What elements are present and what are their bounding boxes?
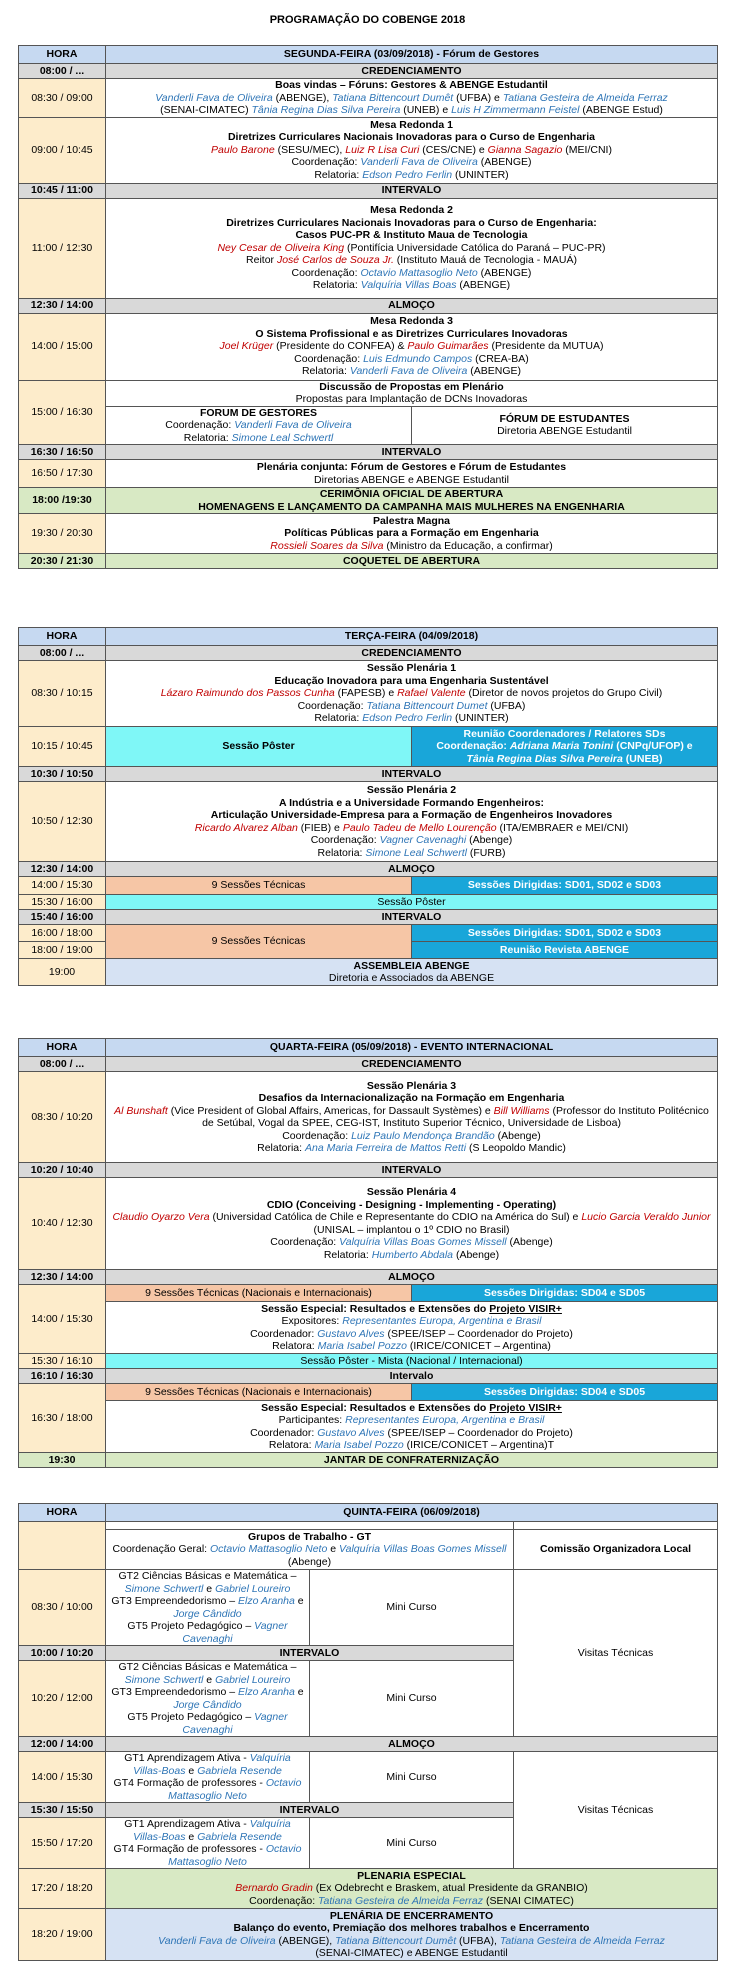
sessoes-tecnicas: 9 Sessões Técnicas (Nacionais e Internacionais) bbox=[106, 1285, 412, 1302]
time-cell: 16:50 / 17:30 bbox=[19, 460, 106, 488]
sessoes-tecnicas: 9 Sessões Técnicas bbox=[106, 877, 412, 895]
gt-block: GT1 Aprendizagem Ativa - Valquíria Villas-Boas e Gabriela Resende GT4 Formação de professores - Octavio Mattasoglio Neto bbox=[106, 1818, 310, 1869]
wednesday-table bbox=[18, 1038, 718, 1468]
monday-header-row bbox=[19, 46, 718, 64]
speaker: Tânia Regina Dias Silva Pereira bbox=[251, 104, 401, 116]
palestra-magna: Palestra Magna Políticas Públicas para a Formação em Engenharia Rossieli Soares da Silva (Ministro da Educação, a confirmar) bbox=[106, 514, 718, 554]
plenaria-encerramento: PLENÁRIA DE ENCERRAMENTO Balanço do evento, Premiação dos melhores trabalhos e Encerramento Vanderli Fava de Oliveira (ABENGE), Tatiana Bittencourt Dumêt (UFBA), Tatiana Gesteira de Almeida Ferraz (SENAI-CIMATEC) e ABENGE Estudantil bbox=[106, 1909, 718, 1961]
forum-estudantes: FÓRUM DE ESTUDANTES Diretoria ABENGE Estudantil bbox=[412, 406, 718, 445]
sessao-especial: Sessão Especial: Resultados e Extensões do Projeto VISIR+ Participantes: Representantes Europa, Argentina e Brasil Coordenador: Gustavo Alves (SPEE/ISEP – Coordenador do Projeto) Relatora: Maria Isabel Pozzo (IRICE/CONICET – Argentina)T bbox=[106, 1401, 718, 1453]
speaker: Vanderli Fava de Oliveira bbox=[155, 91, 273, 104]
sessao-poster-mista: Sessão Pôster - Mista (Nacional / Internacional) bbox=[106, 1354, 718, 1369]
time-cell: 11:00 / 12:30 bbox=[19, 198, 106, 298]
coquetel: COQUETEL DE ABERTURA bbox=[106, 554, 718, 569]
reuniao-coordenadores: Reunião Coordenadores / Relatores SDs Coordenação: Adriana Maria Tonini (CNPq/UFOP) e Tânia Regina Dias Silva Pereira (UNEB) bbox=[412, 727, 718, 767]
forum-gestores: FORUM DE GESTORES Coordenação: Vanderli Fava de Oliveira Relatoria: Simone Leal Schwertl bbox=[106, 406, 412, 445]
time-cell: 12:30 / 14:00 bbox=[19, 1270, 106, 1285]
mini-curso: Mini Curso bbox=[310, 1661, 514, 1737]
assembleia: ASSEMBLEIA ABENGE Diretoria e Associados da ABENGE bbox=[106, 959, 718, 986]
grupos-trabalho: Grupos de Trabalho - GT Coordenação Geral: Octavio Mattasoglio Neto e Valquíria Villas Boas Gomes Missell (Abenge) bbox=[106, 1530, 514, 1570]
speaker: Luis H Zimmermann Feistel bbox=[451, 104, 580, 116]
sessoes-dirigidas: Sessões Dirigidas: SD01, SD02 e SD03 bbox=[412, 877, 718, 895]
time-cell: 19:30 bbox=[19, 1453, 106, 1468]
time-cell: 20:30 / 21:30 bbox=[19, 554, 106, 569]
visitas-tecnicas: Visitas Técnicas bbox=[514, 1570, 718, 1737]
time-cell: 12:30 / 14:00 bbox=[19, 862, 106, 877]
speaker: Gianna Sagazio bbox=[487, 143, 563, 156]
intervalo: INTERVALO bbox=[106, 445, 718, 460]
time-cell: 08:30 / 09:00 bbox=[19, 79, 106, 118]
time-cell: 15:30 / 16:10 bbox=[19, 1354, 106, 1369]
time-cell: 17:20 / 18:20 bbox=[19, 1869, 106, 1909]
tuesday-table bbox=[18, 627, 718, 986]
discussion-title: Discussão de Propostas em Plenário Propostas para Implantação de DCNs Inovadoras bbox=[106, 380, 718, 406]
jantar: JANTAR DE CONFRATERNIZAÇÃO bbox=[106, 1453, 718, 1468]
time-cell: 16:30 / 16:50 bbox=[19, 445, 106, 460]
time-cell: 15:30 / 16:00 bbox=[19, 895, 106, 910]
sessao-plenaria-3: Sessão Plenária 3 Desafios da Internacionalização na Formação em Engenharia Al Bunshaft (Vice President of Global Affairs, Americas, for Dassault Systèmes) e Bill Williams (Professor do Instituto Politécnico de Setúbal, Vogal da SPEE, CEG-IST, Instituto Superior Técnico, Universidade de Lisboa) Coordenação: Luiz Paulo Mendonça Brandão (Abenge) Relatoria: Ana Maria Ferreira de Mattos Retti (S Leopoldo Mandic) bbox=[106, 1072, 718, 1163]
time-cell: 14:00 / 15:00 bbox=[19, 313, 106, 380]
sessao-poster: Sessão Pôster bbox=[106, 895, 718, 910]
hora-label: HORA bbox=[19, 46, 106, 64]
time-cell: 12:00 / 14:00 bbox=[19, 1737, 106, 1752]
thursday-table bbox=[18, 1503, 718, 1961]
time-cell: 08:30 / 10:20 bbox=[19, 1072, 106, 1163]
sessao-plenaria-4: Sessão Plenária 4 CDIO (Conceiving - Designing - Implementing - Operating) Claudio Oyarzo Vera (Universidad Católica de Chile e Representante do CDIO na América do Sul) e Lucio Garcia Veraldo Junior (UNISAL – implantou o 1º CDIO no Brasil) Coordenação: Valquíria Villas Boas Gomes Missell (Abenge) Relatoria: Humberto Abdala (Abenge) bbox=[106, 1178, 718, 1270]
mesa-redonda-1: Mesa Redonda 1 Diretrizes Curriculares Nacionais Inovadoras para o Curso de Engenharia Paulo Barone (SESU/MEC), Luiz R Lisa Curi (CES/CNE) e Gianna Sagazio (MEI/CNI) Coordenação: Vanderli Fava de Oliveira (ABENGE) Relatoria: Edson Pedro Ferlin (UNINTER) bbox=[106, 117, 718, 183]
day-header: QUINTA-FEIRA (06/09/2018) bbox=[106, 1504, 718, 1522]
time-cell: 15:00 / 16:30 bbox=[19, 380, 106, 445]
almoco: ALMOÇO bbox=[106, 1270, 718, 1285]
time-cell: 08:00 / ... bbox=[19, 646, 106, 661]
time-cell: 10:50 / 12:30 bbox=[19, 782, 106, 862]
sessoes-tecnicas: 9 Sessões Técnicas (Nacionais e Internacionais) bbox=[106, 1384, 412, 1401]
sessao-plenaria-1: Sessão Plenária 1 Educação Inovadora para uma Engenharia Sustentável Lázaro Raimundo dos Passos Cunha (FAPESB) e Rafael Valente (Diretor de novos projetos do Grupo Civil) Coordenação: Tatiana Bittencourt Dumet (UFBA) Relatoria: Edson Pedro Ferlin (UNINTER) bbox=[106, 661, 718, 727]
almoco: ALMOÇO bbox=[106, 298, 718, 313]
sessao-plenaria-2: Sessão Plenária 2 A Indústria e a Universidade Formando Engenheiros: Articulação Universidade-Empresa para a Formação de Engenheiros Inovadores Ricardo Alvarez Alban (FIEB) e Paulo Tadeu de Mello Lourenção (ITA/EMBRAER e MEI/CNI) Coordenação: Vagner Cavenaghi (Abenge) Relatoria: Simone Leal Schwertl (FURB) bbox=[106, 782, 718, 862]
time-cell: 10:00 / 10:20 bbox=[19, 1646, 106, 1661]
time-cell: 18:00 /19:30 bbox=[19, 488, 106, 514]
credenciamento: CREDENCIAMENTO bbox=[106, 1057, 718, 1072]
time-cell: 10:45 / 11:00 bbox=[19, 183, 106, 198]
gt-block: GT2 Ciências Básicas e Matemática – Simone Schwertl e Gabriel Loureiro GT3 Empreendedorismo – Elzo Aranha e Jorge Cândido GT5 Projeto Pedagógico – Vagner Cavenaghi bbox=[106, 1570, 310, 1646]
time-cell: 16:00 / 18:00 bbox=[19, 925, 106, 942]
credenciamento: CREDENCIAMENTO bbox=[106, 64, 718, 79]
sessoes-dirigidas: Sessões Dirigidas: SD04 e SD05 bbox=[412, 1384, 718, 1401]
comissao-organizadora: Comissão Organizadora Local bbox=[514, 1530, 718, 1570]
time-cell: 19:00 bbox=[19, 959, 106, 986]
almoco: ALMOÇO bbox=[106, 862, 718, 877]
intervalo: INTERVALO bbox=[106, 1803, 514, 1818]
time-cell: 14:00 / 15:30 bbox=[19, 877, 106, 895]
time-cell: 08:30 / 10:15 bbox=[19, 661, 106, 727]
time-cell: 14:00 / 15:30 bbox=[19, 1752, 106, 1803]
time-cell: 10:30 / 10:50 bbox=[19, 767, 106, 782]
welcome-title: Boas vindas – Fóruns: Gestores & ABENGE Estudantil bbox=[275, 79, 548, 91]
time-cell: 19:30 / 20:30 bbox=[19, 514, 106, 554]
mini-curso: Mini Curso bbox=[310, 1818, 514, 1869]
time-cell: 08:00 / ... bbox=[19, 64, 106, 79]
time-cell: 18:20 / 19:00 bbox=[19, 1909, 106, 1961]
time-cell: 15:40 / 16:00 bbox=[19, 910, 106, 925]
page-title: PROGRAMAÇÃO DO COBENGE 2018 bbox=[269, 14, 466, 26]
time-cell: 16:30 / 18:00 bbox=[19, 1384, 106, 1453]
intervalo: INTERVALO bbox=[106, 767, 718, 782]
plenaria-especial: PLENARIA ESPECIAL Bernardo Gradin (Ex Odebrecht e Braskem, atual Presidente da GRANBIO) Coordenação: Tatiana Gesteira de Almeida Ferraz (SENAI CIMATEC) bbox=[106, 1869, 718, 1909]
intervalo: INTERVALO bbox=[106, 910, 718, 925]
sessoes-dirigidas: Sessões Dirigidas: SD01, SD02 e SD03 bbox=[412, 925, 718, 942]
mini-curso: Mini Curso bbox=[310, 1752, 514, 1803]
day-header: QUARTA-FEIRA (05/09/2018) - EVENTO INTERNACIONAL bbox=[106, 1039, 718, 1057]
time-cell: 10:20 / 10:40 bbox=[19, 1163, 106, 1178]
cerimonia-abertura: CERIMÔNIA OFICIAL DE ABERTURA HOMENAGENS E LANÇAMENTO DA CAMPANHA MAIS MULHERES NA ENGENHARIA bbox=[106, 488, 718, 514]
sessao-poster: Sessão Pôster bbox=[106, 727, 412, 767]
time-cell: 14:00 / 15:30 bbox=[19, 1285, 106, 1354]
almoco: ALMOÇO bbox=[106, 1737, 718, 1752]
time-cell bbox=[19, 1522, 106, 1570]
day-header: TERÇA-FEIRA (04/09/2018) bbox=[106, 628, 718, 646]
time-cell: 10:20 / 12:00 bbox=[19, 1661, 106, 1737]
time-cell: 18:00 / 19:00 bbox=[19, 942, 106, 959]
welcome-cell: Boas vindas – Fóruns: Gestores & ABENGE Estudantil Vanderli Fava de Oliveira (ABENGE), Tatiana Bittencourt Dumêt (UFBA) e Tatiana Gesteira de Almeida Ferraz (SENAI-CIMATEC) Tânia Regina Dias Silva Pereira (UNEB) e Luis H Zimmermann Feistel (ABENGE Estud) bbox=[106, 79, 718, 118]
time-cell: 10:40 / 12:30 bbox=[19, 1178, 106, 1270]
time-cell: 12:30 / 14:00 bbox=[19, 298, 106, 313]
sessoes-dirigidas: Sessões Dirigidas: SD04 e SD05 bbox=[412, 1285, 718, 1302]
mesa-redonda-3: Mesa Redonda 3 O Sistema Profissional e as Diretrizes Curriculares Inovadoras Joel Krüger (Presidente do CONFEA) & Paulo Guimarães (Presidente da MUTUA) Coordenação: Luis Edmundo Campos (CREA-BA) Relatoria: Vanderli Fava de Oliveira (ABENGE) bbox=[106, 313, 718, 380]
visitas-tecnicas: Visitas Técnicas bbox=[514, 1752, 718, 1869]
mini-curso: Mini Curso bbox=[310, 1570, 514, 1646]
plenaria-conjunta: Plenária conjunta: Fórum de Gestores e Fórum de Estudantes Diretorias ABENGE e ABENGE Estudantil bbox=[106, 460, 718, 488]
time-cell: 08:30 / 10:00 bbox=[19, 1570, 106, 1646]
time-cell: 15:50 / 17:20 bbox=[19, 1818, 106, 1869]
gt-block: GT2 Ciências Básicas e Matemática – Simone Schwertl e Gabriel Loureiro GT3 Empreendedorismo – Elzo Aranha e Jorge Cândido GT5 Projeto Pedagógico – Vagner Cavenaghi bbox=[106, 1661, 310, 1737]
intervalo: Intervalo bbox=[106, 1369, 718, 1384]
time-cell: 08:00 / ... bbox=[19, 1057, 106, 1072]
gt-block: GT1 Aprendizagem Ativa - Valquíria Villas-Boas e Gabriela Resende GT4 Formação de professores - Octavio Mattasoglio Neto bbox=[106, 1752, 310, 1803]
time-cell: 09:00 / 10:45 bbox=[19, 117, 106, 183]
reuniao-revista: Reunião Revista ABENGE bbox=[412, 942, 718, 959]
sessoes-tecnicas: 9 Sessões Técnicas bbox=[106, 925, 412, 959]
intervalo: INTERVALO bbox=[106, 183, 718, 198]
speaker: Tatiana Gesteira de Almeida Ferraz bbox=[502, 91, 668, 104]
sessao-especial: Sessão Especial: Resultados e Extensões do Projeto VISIR+ Expositores: Representantes Europa, Argentina e Brasil Coordenador: Gustavo Alves (SPEE/ISEP – Coordenador do Projeto) Relatora: Maria Isabel Pozzo (IRICE/CONICET – Argentina) bbox=[106, 1302, 718, 1354]
time-cell: 15:30 / 15:50 bbox=[19, 1803, 106, 1818]
intervalo: INTERVALO bbox=[106, 1163, 718, 1178]
speaker: Paulo Barone bbox=[211, 143, 275, 156]
time-cell: 16:10 / 16:30 bbox=[19, 1369, 106, 1384]
credenciamento: CREDENCIAMENTO bbox=[106, 646, 718, 661]
mesa-redonda-2: Mesa Redonda 2 Diretrizes Curriculares Nacionais Inovadoras para o Curso de Engenharia: Casos PUC-PR & Instituto Maua de Tecnologia Ney Cesar de Oliveira King (Pontifícia Universidade Católica do Paraná – PUC-PR) Reitor José Carlos de Souza Jr. (Instituto Mauá de Tecnologia - MAUÁ) Coordenação: Octavio Mattasoglio Neto (ABENGE) Relatoria: Valquíria Villas Boas (ABENGE) bbox=[106, 198, 718, 298]
time-cell: 10:15 / 10:45 bbox=[19, 727, 106, 767]
speaker: Luiz R Lisa Curi bbox=[345, 143, 420, 156]
speaker: Tatiana Bittencourt Dumêt bbox=[332, 91, 454, 104]
intervalo: INTERVALO bbox=[106, 1646, 514, 1661]
day-header: SEGUNDA-FEIRA (03/09/2018) - Fórum de Gestores bbox=[106, 46, 718, 64]
monday-table bbox=[18, 45, 718, 569]
hora-label: HORA bbox=[19, 1039, 106, 1057]
hora-label: HORA bbox=[19, 628, 106, 646]
hora-label: HORA bbox=[19, 1504, 106, 1522]
